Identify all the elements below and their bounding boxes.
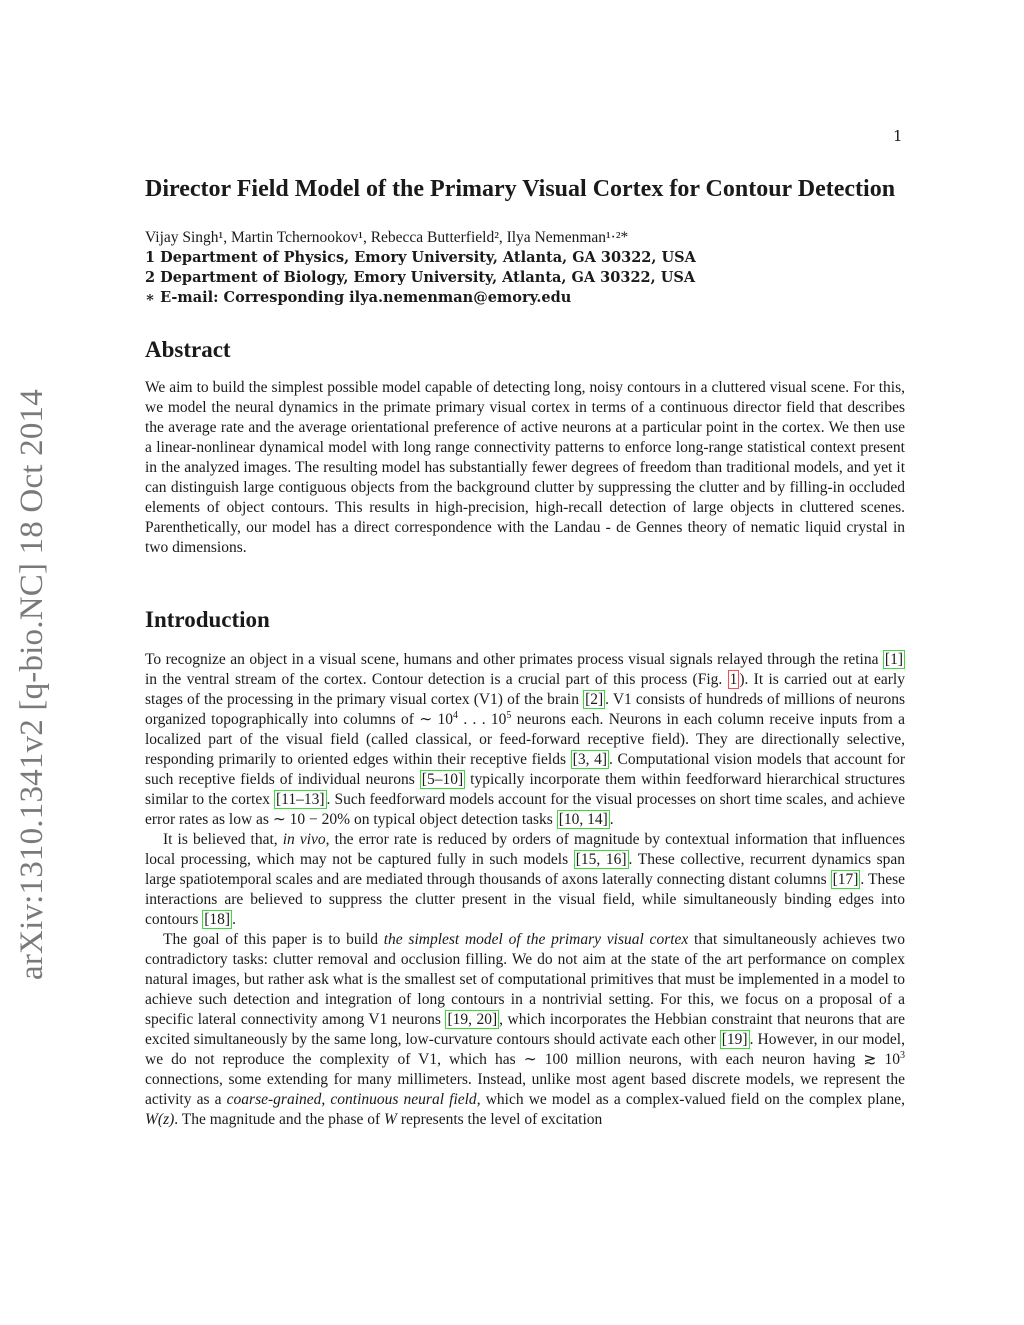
text-run: It is believed that, [163, 831, 283, 848]
exponent: 5 [506, 709, 512, 721]
text-run: . Computational vision models that account for such receptive fields of individual neurons [145, 751, 906, 788]
text-run: , which incorporates the Hebbian constraint that neurons that are excited simultaneously by the same long, low-curvature contours should activate each other [145, 1011, 906, 1048]
citation-link[interactable]: [1] [884, 651, 903, 668]
text-run: . The magnitude and the phase of [174, 1111, 385, 1128]
intro-paragraph-2 [145, 830, 905, 930]
text-run: . Such feedforward models account for the visual processes on short time scales, and achieve error rates as low as ∼ 10 − 20% on typical object detection tasks [145, 791, 905, 828]
text-run: ). It is carried out at early stages of the processing in the primary visual cortex (V1) of the brain [145, 671, 905, 708]
citation-link[interactable]: [19, 20] [447, 1011, 498, 1028]
citation-link[interactable]: [18] [204, 911, 231, 928]
text-run: typically incorporate them within feedforward hierarchical structures similar to the cortex [145, 771, 905, 808]
exponent: 4 [453, 709, 459, 721]
figure-link[interactable]: 1 [729, 671, 738, 688]
citation-link[interactable]: [5–10] [421, 771, 464, 788]
introduction-body [145, 650, 905, 1130]
arxiv-identifier-stamp: arXiv:1310.1341v2 [q-bio.NC] 18 Oct 2014 [14, 389, 50, 980]
citation-link[interactable]: [10, 14] [558, 811, 608, 828]
text-run: The goal of this paper is to build [163, 931, 384, 948]
affiliation-biology: 2 Department of Biology, Emory University, Atlanta, GA 30322, USA [145, 269, 696, 286]
text-run: connections, some extending for many millimeters. Instead, unlike most agent based discrete models, we represent the activity as a [145, 1071, 905, 1108]
italic-run: the simplest model of the primary visual cortex [383, 931, 689, 948]
text-run: . These interactions are believed to suppress the clutter present in the visual field, while simultaneously binding edges into contours [145, 871, 905, 928]
paper-title: Director Field Model of the Primary Visual Cortex for Contour Detection [145, 176, 896, 202]
author-list: Vijay Singh¹, Martin Tchernookov¹, Rebecca Butterfield², Ilya Nemenman¹·²* [145, 229, 629, 246]
italic-run: in vivo [282, 831, 326, 848]
text-run: . [609, 811, 614, 828]
citation-link[interactable]: [17] [832, 871, 859, 888]
abstract-heading: Abstract [145, 337, 231, 362]
citation-link[interactable]: [2] [585, 691, 604, 708]
citation-link[interactable]: [3, 4] [572, 751, 608, 768]
page-number: 1 [893, 127, 903, 145]
text-run: that simultaneously achieves two contradictory tasks: clutter removal and occlusion filling. We do not aim at the state of the art performance on complex natural images, but rather ask what is the smallest set of computational primitives that must be implemented in a model to achieve such detection and integration of long contours in a nontrivial setting. For this, we focus on a proposal of a specific lateral connectivity among V1 neurons [145, 931, 905, 1028]
abstract-body [145, 378, 905, 558]
intro-paragraph-1 [145, 650, 905, 830]
text-run: . These collective, recurrent dynamics span large spatiotemporal scales and are mediated through thousands of axons laterally connecting distant columns [145, 851, 905, 888]
citation-link[interactable]: [15, 16] [575, 851, 627, 868]
text-run: . However, in our model, we do not reproduce the complexity of V1, which has ∼ 100 million neurons, with each neuron having ≳ 10 [145, 1031, 905, 1068]
text-run: in the ventral stream of the cortex. Contour detection is a crucial part of this process (Fig. [145, 671, 728, 688]
text-run: . . . 10 [458, 711, 507, 728]
text-run: . V1 consists of hundreds of millions of neurons organized topographically into columns of ∼ 10 [145, 691, 905, 728]
affiliation-physics: 1 Department of Physics, Emory University, Atlanta, GA 30322, USA [145, 249, 696, 266]
math-symbol: W(z) [145, 1111, 175, 1128]
exponent: 3 [900, 1049, 905, 1061]
math-symbol: W [384, 1111, 397, 1128]
citation-link[interactable]: [11–13] [276, 791, 325, 808]
text-run: , the error rate is reduced by orders of magnitude by contextual information that influences local processing, which may not be captured fully in such models [145, 831, 905, 868]
abstract-paragraph: We aim to build the simplest possible model capable of detecting long, noisy contours in a cluttered visual scene. For this, we model the neural dynamics in the primate primary visual cortex in terms of a continuous director field that describes the average rate and the average orientational preference of active neurons at a particular point in the cortex. We then use a linear-nonlinear dynamical model with long range connectivity patterns to enforce long-range statistical context present in the analyzed images. The resulting model has substantially fewer degrees of freedom than traditional models, and yet it can distinguish large contiguous objects from the background clutter by suppressing the clutter and by filling-in occluded elements of object contours. This results in high-precision, high-recall detection of large objects in cluttered scenes. Parenthetically, our model has a direct correspondence with the Landau - de Gennes theory of nematic liquid crystal in two dimensions. [145, 379, 905, 556]
citation-link[interactable]: [19] [721, 1031, 748, 1048]
intro-paragraph-3 [145, 930, 905, 1130]
text-run: . [232, 911, 236, 928]
text-run: represents the level of excitation [396, 1111, 603, 1128]
corresponding-email: ∗ E-mail: Corresponding ilya.nemenman@emory.edu [145, 289, 572, 306]
italic-run: coarse-grained, continuous neural field [226, 1091, 477, 1108]
text-run: To recognize an object in a visual scene, humans and other primates process visual signals relayed through the retina [145, 651, 883, 668]
text-run: neurons each. Neurons in each column receive inputs from a localized part of the visual field (called classical, or feed-forward receptive field). They are directionally selective, responding primarily to oriented edges within their receptive fields [145, 711, 906, 768]
text-run: , which we model as a complex-valued field on the complex plane, [476, 1091, 905, 1108]
introduction-heading: Introduction [145, 607, 270, 632]
